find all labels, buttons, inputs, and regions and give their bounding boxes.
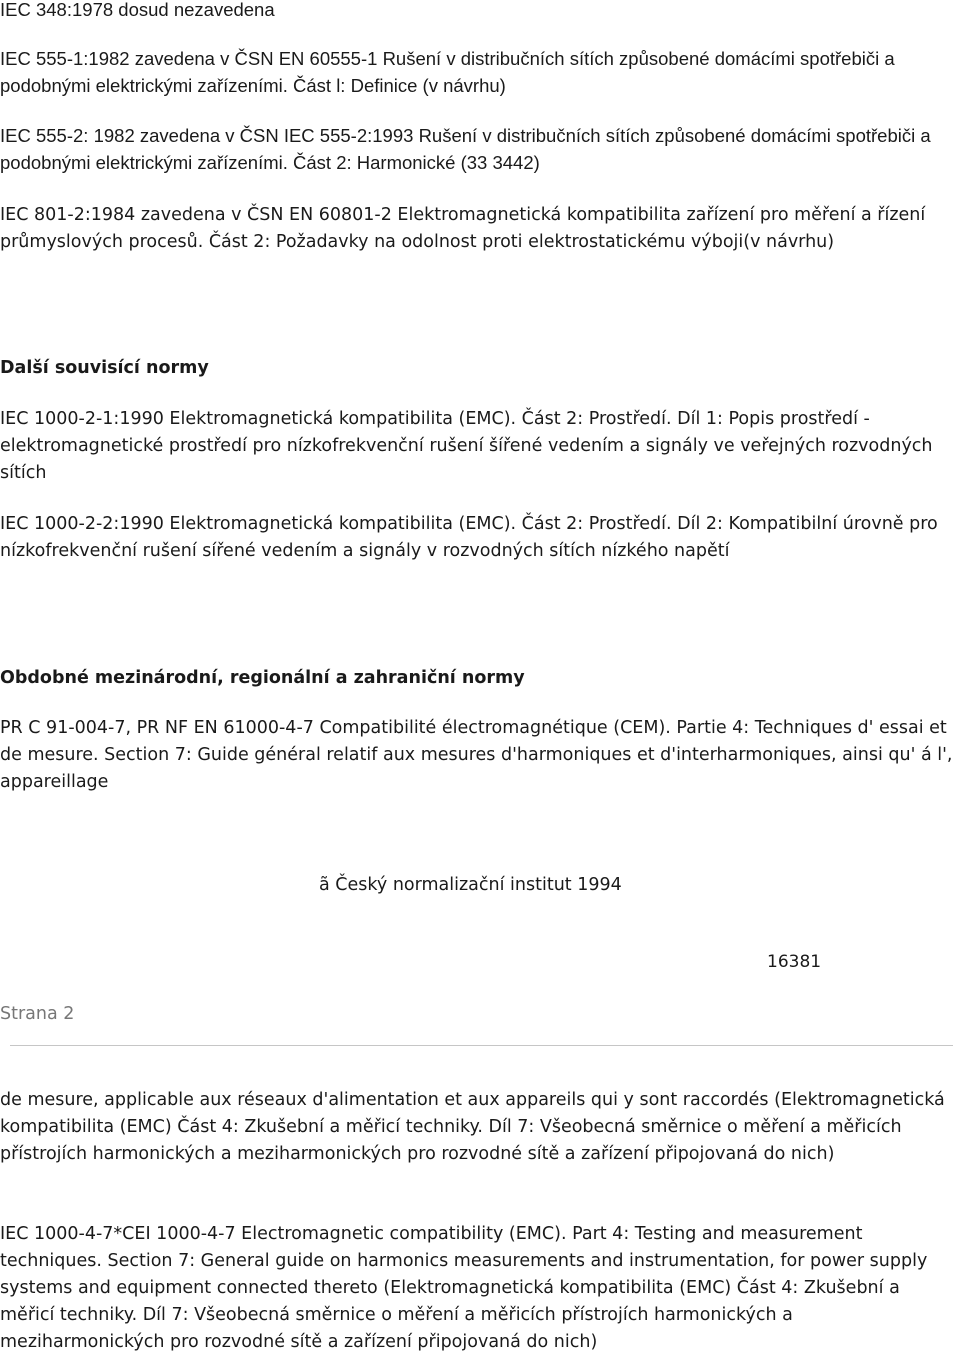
paragraph-iec-348: IEC 348:1978 dosud nezavedena [0,0,275,20]
section-heading-international-standards: Obdobné mezinárodní, regionální a zahraniční normy [0,668,525,688]
section-heading-related-standards: Další souvisící normy [0,358,209,378]
copyright-notice: ã Český normalizační institut 1994 [319,875,622,895]
paragraph-iec-801-2: IEC 801-2:1984 zavedena v ČSN EN 60801-2 Elektromagnetická kompatibilita zařízení pro měření a řízení průmyslových procesů. Část 2: Požadavky na odolnost proti elektrostatickému výboji(v návrhu) [0,205,926,252]
page-divider [10,1045,953,1046]
paragraph-iec-555-2: IEC 555-2: 1982 zavedena v ČSN IEC 555-2:1993 Rušení v distribučních sítích způsobené domácími spotřebiči a podobnými elektrickými zařízeními. Část 2: Harmonické (33 3442) [0,125,931,173]
paragraph-iec-555-1: IEC 555-1:1982 zavedena v ČSN EN 60555-1 Rušení v distribučních sítích způsobené domácími spotřebiči a podobnými elektrickými zařízeními. Část l: Definice (v návrhu) [0,48,895,96]
paragraph-pr-c-91-004-7: PR C 91-004-7, PR NF EN 61000-4-7 Compatibilité électromagnétique (CEM). Partie 4: Techniques d' essai et de mesure. Section 7: Guide général relatif aux mesures d'harmoniques et d'interharmoniques, ainsi qu' á l', appareillage [0,718,953,792]
paragraph-iec-1000-2-1: IEC 1000-2-1:1990 Elektromagnetická kompatibilita (EMC). Část 2: Prostředí. Díl 1: Popis prostředí - elektromagnetické prostředí pro nízkofrekvenční rušení šířené vedením a signály ve veřejných rozvodných sítích [0,409,933,483]
document-number: 16381 [767,952,822,972]
paragraph-iec-1000-2-2: IEC 1000-2-2:1990 Elektromagnetická kompatibilita (EMC). Část 2: Prostředí. Díl 2: Kompatibilní úrovně pro nízkofrekvenční rušení sířené vedením a signály v rozvodných sítích nízkého napětí [0,514,938,561]
page-label: Strana 2 [0,1004,75,1024]
paragraph-de-mesure: de mesure, applicable aux réseaux d'alimentation et aux appareils qui y sont raccordés (Elektromagnetická kompatibilita (EMC) Část 4: Zkušební a měřicí techniky. Díl 7: Všeobecná směrnice o měření a měřicích přístrojích harmonických a meziharmonických pro rozvodné sítě a zařízení připojovaná do nich) [0,1090,945,1164]
paragraph-iec-1000-4-7: IEC 1000-4-7*CEI 1000-4-7 Electromagnetic compatibility (EMC). Part 4: Testing and measurement techniques. Section 7: General guide on harmonics measurements and instrumentation, for power supply systems and equipment connected thereto (Elektromagnetická kompatibilita (EMC) Část 4: Zkušební a měřicí techniky. Díl 7: Všeobecná směrnice o měření a měřicích přístrojích harmonických a meziharmonických pro rozvodné sítě a zařízení připojovaná do nich) [0,1224,928,1352]
